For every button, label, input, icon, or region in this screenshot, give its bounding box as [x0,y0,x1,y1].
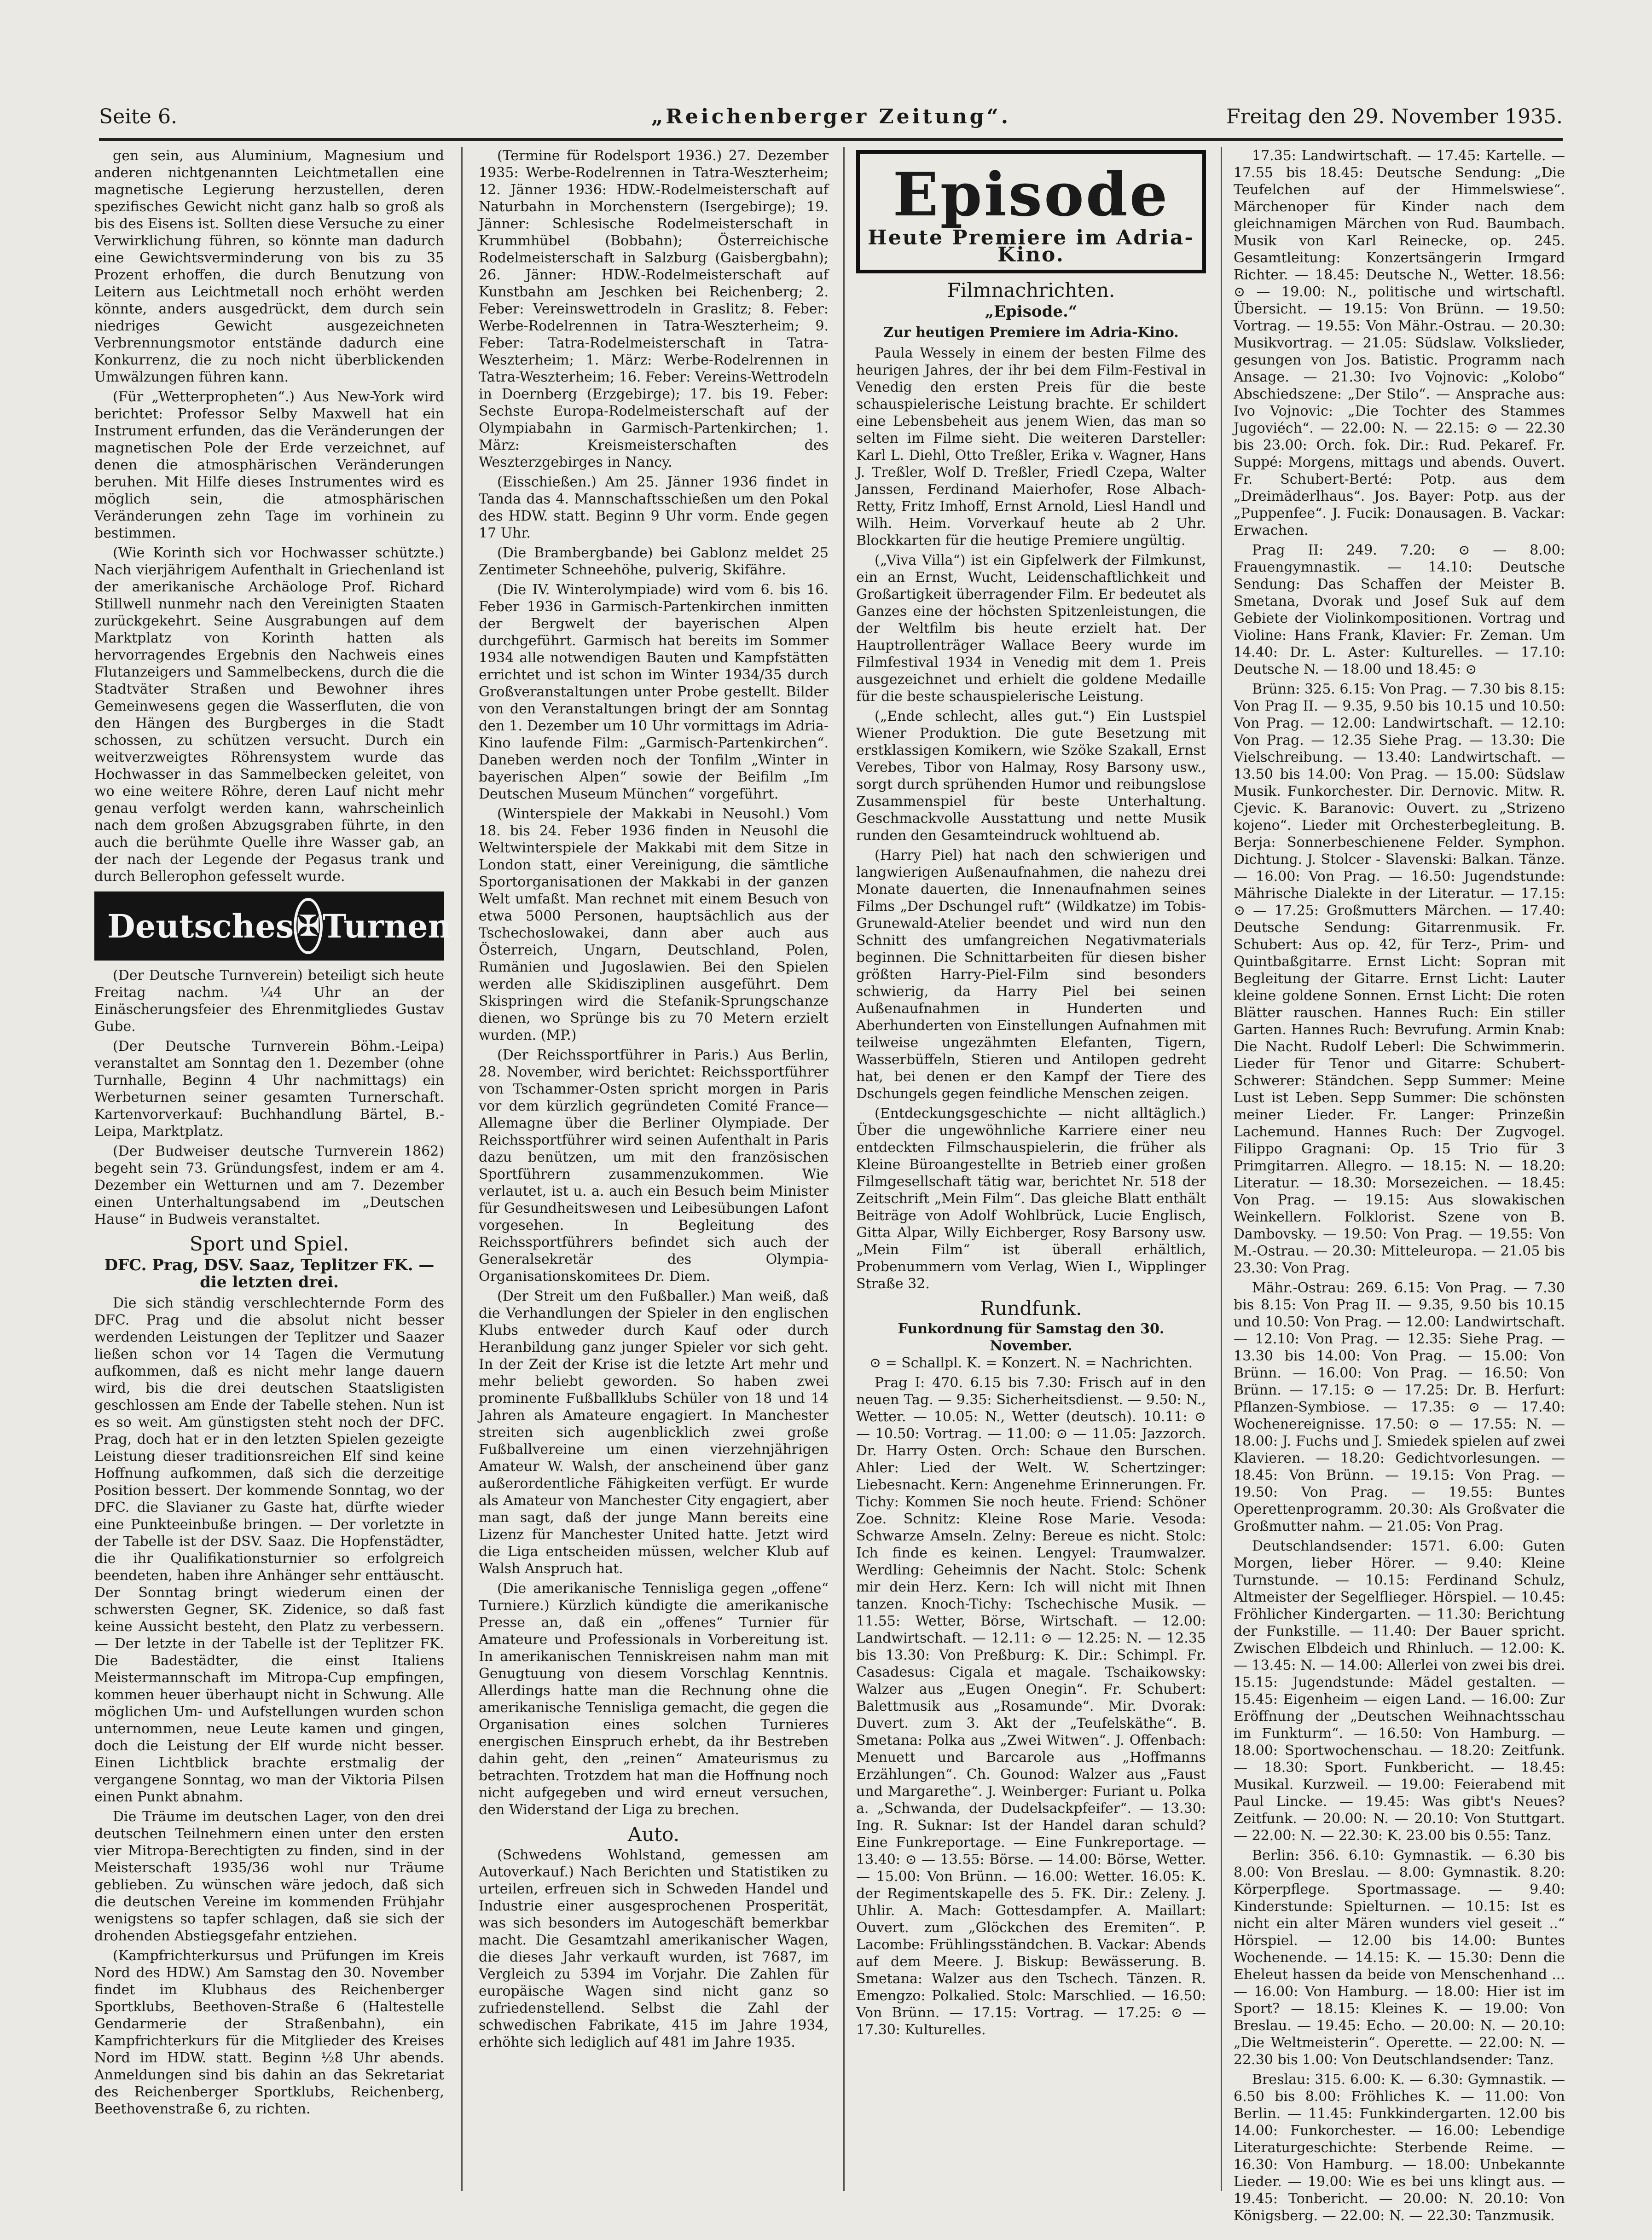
banner-right-text: Turnen [322,907,452,945]
article-text: Die Träume im deutschen Lager, von den drei deutschen Teilnehmern einen unter den ersten vier Mitropa-Berechtigten zu finden, sind in der Meisterschaft 1935/36 wohl nur Träume geblieben. Zu wünschen wäre jedoch, daß sich die deutschen Vereine im kommenden Frühjahr wenigstens so tapfer schlagen, daß sie sich der drohenden Abstiegsgefahr entziehen. [94,1809,444,1944]
episode-advert [856,150,1206,273]
article-text: (Kampfrichterkursus und Prüfungen im Kreis Nord des HDW.) Am Samstag den 30. November findet im Klubhaus des Reichenberger Sportklubs, Beethoven-Straße 6 (Haltestelle Gendarmerie der Straßenbahn), ein Kampfrichterkurs für die Mitglieder des Kreises Nord im HDW. statt. Beginn ½8 Uhr abends. Anmeldungen sind bis dahin an das Sekretariat des Reichenberger Sportklubs, Reichenberg, Beethovenstraße 6, zu richten. [94,1948,444,2117]
article-text: (Entdeckungsgeschichte — nicht alltäglich.) Über die ungewöhnliche Karriere einer neu entdeckten Filmschauspielerin, die früher als Kleine Büroangestellte in Betrieb einer großen Filmgesellschaft tätig war, berichtet Nr. 518 der Zeitschrift „Mein Film“. Das gleiche Blatt enthält Beiträge von Adolf Wohlbrück, Lucie Englisch, Gitta Alpar, Willy Eichberger, Rosy Barsony usw. „Mein Film“ ist überall erhältlich, Probenummern vom Verlag, Wien I., Wipplinger Straße 32. [856,1106,1206,1292]
page-header [99,105,1563,137]
radio-schedule-text: Brünn: 325. 6.15: Von Prag. — 7.30 bis 8.15: Von Prag II. — 9.35, 9.50 bis 10.15 und 10.50: Von Prag. — 12.00: Landwirtschaft. — 12.10: Von Prag. — 12.35 Siehe Prag. — 13.30: Die Vielschreibung. — 13.40: Landwirtschaft. — 13.50 bis 14.00: Von Prag. — 15.00: Südslaw Musik. Funkorchester. Dir. Dernovic. Mitw. R. Cjevic. K. Baranovic: Ouvert. zu „Strizeno kojeno“. Lieder mit Orchesterbegleitung. B. Berja: Sonnerbeschienene Felder. Symphon. Dichtung. J. Stolcer - Slavenski: Balkan. Tänze. — 16.00: Von Prag. — 16.50: Jugendstunde: Mährische Dialekte in der Literatur. — 17.15: ⊙ — 17.25: Großmutters Märchen. — 17.40: Deutsche Sendung: Gitarrenmusik. Fr. Schubert: Aus op. 42, für Terz-, Prim- und Quintbaßgitarre. Ernst Licht: Sopran mit Begleitung der Gitarre. Ernst Licht: Lauter kleine goldene Sonnen. Ernst Licht: Die roten Blätter rauschen. Hannes Ruch: Ein stiller Garten. Hannes Ruch: Bevrufung. Armin Knab: Die Nacht. Rudolf Leberl: Die Schwimmerin. Lieder für Tenor und Gitarre: Schubert-Schwerer: Ständchen. Sepp Summer: Meine Lust ist Leben. Sepp Summer: Die schönsten meiner Lieder. Fr. Langer: Prinzeßin Lachemund. Hannes Ruch: Der Zugvogel. Filippo Gragnani: Op. 15 Trio für 3 Primgitarren. Allegro. — 18.15: N. — 18.20: Literatur. — 18.30: Morsezeichen. — 18.45: Von Prag. — 19.15: Aus slowakischen Weinkellern. Folklorist. Szene von B. Dambovsky. — 19.50: Von Prag. — 19.55: Von M.-Ostrau. — 20.30: Mitteleuropa. — 21.05 bis 23.30: Von Prag. [1234,681,1565,1276]
article-text: („Ende schlecht, alles gut.“) Ein Lustspiel Wiener Produktion. Die gute Besetzung mit erstklassigen Komikern, wie Szöke Szakall, Ernst Verebes, Tibor von Halmay, Rosy Barsony usw., sorgt durch sprühenden Humor und reibungslose Zusammenspiel für beste Unterhaltung. Geschmackvolle Ausstattung und nette Musik runden den Gesamteindruck wohltuend ab. [856,708,1206,844]
article-text: Die sich ständig verschlechternde Form des DFC. Prag und die absolut nicht besser werdenden Leistungen der Teplitzer und Saazer ließen schon vor 14 Tagen die Vermutung aufkommen, daß es nicht mehr lange dauern wird, bis die drei deutschen Staatsligisten geschlossen am Ende der Tabelle stehen. Nun ist es so weit. Am günstigsten steht noch der DFC. Prag, doch hat er in den letzten Spielen gezeigte Leistung dieser traditionsreichen Elf sind keine Hoffnung aufkommen, daß sich die derzeitige Position bessert. Der kommende Sonntag, wo der DFC. die Slavianer zu Gaste hat, dürfte wieder eine Punkteeinbuße bringen. — Der vorletzte in der Tabelle ist der DSV. Saaz. Die Hopfenstädter, die ihr Qualifikationsturnier so erfolgreich beendeten, haben ihre Anhänger sehr enttäuscht. Der Sonntag bringt wiederum einen der schwersten Gegner, SK. Zidenice, so daß fast keine Aussicht besteht, den Platz zu verbessern. — Der letzte in der Tabelle ist der Teplitzer FK. Die Badestädter, die einst Italiens Meistermannschaft im Mitropa-Cup empfingen, kommen heuer überhaupt nicht in Schwung. Alle möglichen Um- und Aufstellungen wurden schon unternommen, neue Leute kamen und gingen, doch die Leistung der Elf wurde nicht besser. Einen Lichtblick brachte erstmalig der vergangene Sonntag, wo man der Viktoria Pilsen einen Punkt abnahm. [94,1295,444,1805]
radio-schedule-heading: Funkordnung für Samstag den 30. November. [898,1321,1165,1354]
article-heading: DFC. Prag, DSV. Saaz, Teplitzer FK. — die letzten drei. [104,1256,435,1291]
column-4 [1234,147,1565,2224]
issue-date: Freitag den 29. November 1935. [1226,105,1563,128]
radio-schedule-text: Berlin: 356. 6.10: Gymnastik. — 6.30 bis 8.00: Von Breslau. — 8.00: Gymnastik. 8.20: Körperpflege. Sportmassage. — 9.40: Kinderstunde: Spielturnen. — 10.15: Ist es nicht ein alter Mären wunders viel geseit ..“ Hörspiel. — 12.00 bis 14.00: Buntes Wochenende. — 14.15: K. — 15.30: Denn die Eheleut hassen da beide von Menschenhand ... — 16.00: Von Hamburg. — 18.00: Hier ist im Sport? — 18.15: Kleines K. — 19.00: Von Breslau. — 19.45: Echo. — 20.00: N. — 20.10: „Die Weltmeisterin“. Operette. — 22.00: N. — 22.30 bis 1.00: Von Deutschlandsender: Tanz. [1234,1847,1565,2068]
column-3 [856,147,1206,2195]
article-heading: „Episode.“ [985,302,1078,321]
article-text: gen sein, aus Aluminium, Magnesium und anderen nichtgenannten Leichtmetallen eine magnetische Legierung herzustellen, deren spezifisches Gewicht nicht ganz halb so groß als bis des Eisens ist. Sollten diese Versuche zu einer Verwirklichung führen, so könnte man dadurch eine Gewichtsverminderung von bis zu 35 Prozent erhoffen, die durch Benutzung von Leitern aus Leichtmetall noch erhöht werden könnte, anders ausgedrückt, dem durch sein niedriges Gewicht ausgezeichneten Verbrennungsmotor entstände dadurch eine Konkurrenz, die zu noch nicht überblickenden Umwälzungen führen kann. [94,148,444,385]
article-text: Paula Wessely in einem der besten Filme des heurigen Jahres, der ihr bei dem Film-Festival in Venedig den ersten Preis für die beste schauspielerische Leistung brachte. Er schildert eine Lebensbeheit aus jenem Wien, das man so selten im Filme sieht. Die weiteren Darsteller: Karl L. Diehl, Otto Treßler, Erika v. Wagner, Hans J. Treßler, Wolf D. Treßler, Friedl Czepa, Walter Janssen, Ferdinand Maierhofer, Rose Albach-Retty, Fritz Imhoff, Ernst Arnold, Liesl Handl und Wilh. Heim. Vorverkauf heute ab 2 Uhr. Blockkarten für die heutige Premiere ungültig. [856,345,1206,549]
article-subheading: Zur heutigen Premiere im Adria-Kino. [883,324,1179,341]
turner-emblem-icon: ✠ [294,898,322,954]
article-text: (Der Reichssportführer in Paris.) Aus Berlin, 28. November, wird berichtet: Reichssportführer von Tschammer-Osten spricht morgen in Paris vor dem kürzlich gegründeten Comité France—Allemagne über die Berliner Olympiade. Der Reichssportführer wird seinen Aufenthalt in Paris dazu benützen, um mit den französischen Sportführern zusammenzukommen. Wie verlautet, ist u. a. auch ein Besuch beim Minister für Gesundheitswesen und Leibesübungen Lafont vorgesehen. In Begleitung des Reichssportführers befindet sich auch der Generalsekretär des Olympia-Organisationskomitees Dr. Diem. [479,1047,829,1285]
radio-schedule-text: Deutschlandsender: 1571. 6.00: Guten Morgen, lieber Hörer. — 9.40: Kleine Turnstunde. — 10.15: Ferdinand Schulz, Altmeister der Segelflieger. Hörspiel. — 10.45: Fröhlicher Kindergarten. — 11.30: Berichtung der Funkstille. — 11.40: Der Bauer spricht. Zwischen Elbdeich und Rhinluch. — 12.00: K. — 13.45: N. — 14.00: Allerlei von zwei bis drei. 15.15: Jugendstunde: Mädel gestalten. — 15.45: Eigenheim — eigen Land. — 16.00: Zur Eröffnung der „Deutschen Weihnachtsschau im Funkturm“. — 16.50: Von Hamburg. — 18.00: Sportwochenschau. — 18.20: Zeitfunk. — 18.30: Sport. Funkbericht. — 18.45: Musikal. Kurzweil. — 19.00: Feierabend mit Paul Lincke. — 19.45: Was gibt's Neues? Zeitfunk. — 20.00: N. — 20.10: Von Stuttgart. — 22.00: N. — 22.30: K. 23.00 bis 0.55: Tanz. [1234,1538,1565,1844]
column-divider [461,147,463,2191]
turnen-banner [94,891,452,961]
article-text: (Der Deutsche Turnverein) beteiligt sich heute Freitag nachm. ¼4 Uhr an der Einäscherungsfeier des Ehrenmitgliedes Gustav Gube. [94,967,444,1035]
article-text: (Die amerikanische Tennisliga gegen „offene“ Turniere.) Kürzlich kündigte die amerikanische Presse an, daß ein „offenes“ Turnier für Amateure und Professionals in Vorbereitung ist. In amerikanischen Tenniskreisen nahm man mit Genugtuung von diesem Vorschlag Kenntnis. Allerdings hatte man die Rechnung ohne die amerikanische Tennisliga gemacht, die gegen die Organisation eines solchen Turnieres energischen Einspruch erhebt, da ihr Bestreben dahin geht, den „reinen“ Amateurismus zu betrachten. Trotzdem hat man die Hoffnung noch nicht aufgegeben und wird erneut versuchen, den Widerstand der Liga zu brechen. [479,1580,829,1818]
article-text: (Wie Korinth sich vor Hochwasser schützte.) Nach vierjährigem Aufenthalt in Griechenland ist der amerikanische Archäologe Prof. Richard Stillwell nunmehr nach den Vereinigten Staaten zurückgekehrt. Seine Ausgrabungen auf dem Marktplatz von Korinth hatten als hervorragendes Ergebnis den Nachweis eines Flutanzeigers und Sammelbeckens, durch die die Stadtväter Straßen und Bewohner ihres Gemeinwesens gegen die Wasserfluten, die von den Hängen des Burgberges in die Stadt schossen, zu schützen versucht. Durch ein weitverzweigtes Röhrensystem wurde das Hochwasser in das Sammelbecken geleitet, von wo eine weitere Röhre, deren Lauf nicht mehr genau verfolgt werden kann, wahrscheinlich nach dem großen Abzugsgraben führte, in den auch die berühmte Quelle ihre Wasser gab, an der nach der Legende der Pegasus trank und durch Bellerophon gefesselt wurde. [94,545,444,885]
article-text: (Schwedens Wohlstand, gemessen am Autoverkauf.) Nach Berichten und Statistiken zu urteilen, erfreuen sich in Schweden Handel und Industrie einer ausgesprochenen Prosperität, was sich besonders im Autogeschäft bemerkbar macht. Die Gesamtzahl amerikanischer Wagen, die dieses Jahr verkauft wurden, ist 7687, im Vergleich zu 5394 im Vorjahr. Die Zahlen für europäische Wagen sind nicht ganz so zufriedenstellend. Selbst die Zahl der schwedischen Fabrikate, 415 im Jahre 1934, erhöhte sich lediglich auf 481 im Jahre 1935. [479,1847,829,2050]
article-text: (Die Brambergbande) bei Gablonz meldet 25 Zentimeter Schneehöhe, pulverig, Skifähre. [479,545,829,578]
advert-title: Episode [893,159,1170,230]
column-1 [94,147,452,2195]
column-divider [843,147,845,2191]
article-text: (Der Deutsche Turnverein Böhm.-Leipa) veranstaltet am Sonntag den 1. Dezember (ohne Turnhalle, Beginn 4 Uhr nachmittags) ein Werbeturnen seiner gesamten Turnerschaft. Kartenvorverkauf: Buchhandlung Bärtel, B.-Leipa, Marktplatz. [94,1038,444,1140]
column-divider [1221,147,1222,2191]
radio-schedule-text: Prag II: 249. 7.20: ⊙ — 8.00: Frauengymnastik. — 14.10: Deutsche Sendung: Das Schaffen der Meister B. Smetana, Dvorak und Josef Suk auf dem Gebiete der Violinkompositionen. Vortrag und Violine: Hans Frank, Klavier: Fr. Zeman. Um 14.40: Dr. L. Aster: Kulturelles. — 17.10: Deutsche N. — 18.00 und 18.45: ⊙ [1234,542,1565,677]
radio-schedule-text: Breslau: 315. 6.00: K. — 6.30: Gymnastik. — 6.50 bis 8.00: Fröhliches K. — 11.00: Von Berlin. — 11.45: Funkkindergarten. 12.00 bis 14.00: Funkorchester. — 16.00: Lebendige Literaturgeschichte: Sterbende Reime. — 16.30: Von Hamburg. — 18.00: Unbekannte Lieder. — 19.00: Wie es bei uns klingt aus. — 19.45: Tonbericht. — 20.00: N. 20.10: Von Königsberg. — 22.00: N. — 22.30: Tanzmusik. [1234,2072,1565,2224]
newspaper-title: „Reichenberger Zeitung“. [651,105,1011,128]
page-number: Seite 6. [99,105,177,128]
advert-subtitle: Heute Premiere im Adria-Kino. [868,226,1194,266]
radio-schedule-text: 17.35: Landwirtschaft. — 17.45: Kartelle. — 17.55 bis 18.45: Deutsche Sendung: „Die Teufelchen auf der Himmelswiese“. Märchenoper für Kinder nach dem gleichnamigen Märchen von Rud. Baumbach. Musik von Karl Reinecke, op. 245. Gesamtleitung: Konzertsängerin Irmgard Richter. — 18.45: Deutsche N., Wetter. 18.56: ⊙ — 19.00: N., politische und wirtschaftl. Übersicht. — 19.15: Von Brünn. — 19.50: Vortrag. — 19.55: Von Mähr.-Ostrau. — 20.30: Musikvortrag. — 21.05: Südslaw. Volkslieder, gesungen von Jos. Batistic. Programm nach Ansage. — 21.30: Ivo Vojnovic: „Kolobo“ Abschiedszene: „Der Stilo“. — Ansprache aus: Ivo Vojnovic: „Die Tochter des Stammes Jugoviéch“. — 22.00: N. — 22.15: ⊙ — 22.30 bis 23.00: Orch. fok. Dir.: Rud. Pekaref. Fr. Suppé: Morgens, mittags und abends. Ouvert. Fr. Schubert-Berté: Potp. aus dem „Dreimäderlhaus“. Jos. Bayer: Potp. aus der „Puppenfee“. J. Fucik: Donausagen. B. Vackar: Erwachen. [1234,148,1565,538]
column-2 [479,147,829,2195]
section-heading: Auto. [627,1823,680,1846]
article-text: („Viva Villa“) ist ein Gipfelwerk der Filmkunst, ein an Ernst, Wucht, Leidenschaftlichkeit und Großartigkeit überragender Film. Er bedeutet als Ganzes eine der höchsten Spitzenleistungen, die der Weltfilm bis heute erzielt hat. Der Hauptrollenträger Wallace Beery wurde im Filmfestival 1934 in Venedig mit dem 1. Preis ausgezeichnet und erhielt die goldene Medaille für die beste schauspielerische Leistung. [856,552,1206,705]
article-text: (Die IV. Winterolympiade) wird vom 6. bis 16. Feber 1936 in Garmisch-Partenkirchen inmitten der Bergwelt der bayerischen Alpen durchgeführt. Garmisch hat bereits im Sommer 1934 alle notwendigen Bauten und Kampfstätten errichtet und ist schon im Winter 1934/35 durch Großveranstaltungen unter Probe gestellt. Bilder von den Veranstaltungen bringt der am Sonntag den 1. Dezember um 10 Uhr vormittags im Adria-Kino laufende Film: „Garmisch-Partenkirchen“. Daneben werden noch der Tonfilm „Winter in bayerischen Alpen“ sowie der Beifilm „Im Deutschen Museum München“ vorgeführt. [479,582,829,802]
radio-schedule-text: Mähr.-Ostrau: 269. 6.15: Von Prag. — 7.30 bis 8.15: Von Prag II. — 9.35, 9.50 bis 10.15 und 10.50: Von Prag. — 12.00: Landwirtschaft. — 12.10: Von Prag. — 12.35: Siehe Prag. — 13.30 bis 14.00: Von Prag. — 15.00: Von Brünn. — 16.00: Von Prag. — 16.50: Von Brünn. — 17.15: ⊙ — 17.25: Dr. B. Herfurt: Pflanzen-Symbiose. — 17.35: ⊙ — 17.40: Wochenereignisse. 17.50: ⊙ — 17.55: N. — 18.00: J. Fuchs und J. Smiedek spielen auf zwei Klavieren. — 18.20: Gedichtvorlesungen. — 18.45: Von Brünn. — 19.15: Von Prag. — 19.50: Von Prag. — 19.55: Buntes Operettenprogramm. 20.30: Als Großvater die Großmutter nahm. — 21.05: Von Prag. [1234,1280,1565,1534]
article-text: (Harry Piel) hat nach den schwierigen und langwierigen Außenaufnahmen, die nahezu drei Monate dauerten, die Innenaufnahmen seines Films „Der Dschungel ruft“ (Wildkatze) im Tobis-Grunewald-Atelier beendet und wird nun den Schnitt des umfangreichen Negativmaterials beginnen. Die Schnittarbeiten für diesen bisher größten Harry-Piel-Film sind besonders schwierig, da Harry Piel bei seinen Außenaufnahmen in Hunderten und Aberhunderten von Einstellungen Aufnahmen mit teilweise ungezähmten Elefanten, Tigern, Wasserbüffeln, Stieren und Antilopen gedreht hat, bei denen er den Kampf der Tiere des Dschungels gegen feindliche Menschen zeigen. [856,847,1206,1102]
section-heading: Filmnachrichten. [947,279,1115,301]
section-heading: Rundfunk. [980,1297,1082,1320]
banner-left-text: Deutsches [107,907,294,945]
article-text: (Eisschießen.) Am 25. Jänner 1936 findet in Tanda das 4. Mannschaftsschießen um den Pokal des HDW. statt. Beginn 9 Uhr vorm. Ende gegen 17 Uhr. [479,474,829,541]
article-text: (Der Budweiser deutsche Turnverein 1862) begeht sein 73. Gründungsfest, indem er am 4. Dezember ein Wetturnen und am 7. Dezember einen Unterhaltungsabend im „Deutschen Hause“ in Budweis veranstaltet. [94,1143,444,1227]
article-text: (Termine für Rodelsport 1936.) 27. Dezember 1935: Werbe-Rodelrennen in Tatra-Weszterheim; 12. Jänner 1936: HDW.-Rodelmeisterschaft auf Naturbahn in Morchenstern (Isergebirge); 19. Jänner: Schlesische Rodelmeisterschaft in Krummhübel (Bobbahn); Österreichische Rodelmeisterschaft in Salzburg (Gaisbergbahn); 26. Jänner: HDW.-Rodelmeisterschaft auf Kunstbahn am Jeschken bei Reichenberg; 2. Feber: Vereinswettrodeln in Graslitz; 8. Feber: Werbe-Rodelrennen in Tatra-Weszterheim; 9. Feber: Tatra-Rodelmeisterschaft in Tatra-Weszterheim; 1. März: Werbe-Rodelrennen in Tatra-Weszterheim; 16. Feber: Vereins-Wettrodeln in Doernberg (Erzgebirge); 17. bis 19. Feber: Sechste Europa-Rodelmeisterschaft auf der Olympiabahn in Garmisch-Partenkirchen; 1. März: Kreismeisterschaften des Weszterzgebirges in Nancy. [479,148,829,470]
radio-legend: ⊙ = Schallpl. K. = Konzert. N. = Nachrichten. [869,1355,1193,1371]
article-text: (Winterspiele der Makkabi in Neusohl.) Vom 18. bis 24. Feber 1936 finden in Neusohl die Weltwinterspiele der Makkabi mit dem Sitze in London statt, einer Vereinigung, die sämtliche Sportorganisationen der Makkabi in der ganzen Welt umfaßt. Man rechnet mit einem Besuch von etwa 5000 Personen, hauptsächlich aus der Tschechoslowakei, dann aber auch aus Österreich, Ungarn, Deutschland, Polen, Rumänien und Jugoslawien. Bei den Spielen werden alle Skidisziplinen ausgeführt. Dem Skispringen wird die Stefanik-Sprungschanze dienen, wo Sprünge bis zu 70 Metern erzielt wurden. (MP.) [479,806,829,1043]
article-text: (Für „Wetterpropheten“.) Aus New-York wird berichtet: Professor Selby Maxwell hat ein Instrument erfunden, das die Veränderungen der magnetischen Pole der Erde verzeichnet, auf denen die atmosphärischen Veränderungen beruhen. Mit Hilfe dieses Instrumentes wird es möglich sein, die atmosphärischen Veränderungen zehn Tage im vorhinein zu bestimmen. [94,389,444,541]
header-rule [99,138,1563,141]
article-text: (Der Streit um den Fußballer.) Man weiß, daß die Verhandlungen der Spieler in den englischen Klubs entweder durch Kauf oder durch Heranbildung ganz junger Spieler vor sich geht. In der Zeit der Krise ist die letzte Art mehr und mehr beliebt geworden. So haben zwei prominente Fußballklubs Schüler von 18 und 14 Jahren als Amateure engagiert. In Manchester streiten sich augenblicklich zwei große Fußballvereine um einen vierzehnjährigen Amateur W. Walsh, der anscheinend über ganz außerordentliche Fähigkeiten verfügt. Er wurde als Amateur von Manchester City engagiert, aber man sagt, daß der junge Mann bereits eine Lizenz für Manchester United hatte. Jetzt wird die Liga entscheiden müssen, welcher Klub auf Walsh Anspruch hat. [479,1288,829,1577]
section-heading: Sport und Spiel. [189,1233,349,1255]
radio-schedule-text: Prag I: 470. 6.15 bis 7.30: Frisch auf in den neuen Tag. — 9.35: Sicherheitsdienst. — 9.50: N., Wetter. — 10.05: N., Wetter (deutsch). 10.11: ⊙ — 10.50: Vortrag. — 11.00: ⊙ — 11.05: Jazzorch. Dr. Harry Osten. Orch: Schaue den Burschen. Ahler: Lied der Welt. W. Schertzinger: Liebesnacht. Kern: Angenehme Erinnerungen. Fr. Tichy: Kommen Sie noch heute. Friend: Schöner Zoe. Schnitz: Kleine Rose Marie. Vesoda: Schwarze Amseln. Zelny: Bereue es nicht. Stolc: Ich finde es keinen. Lengyel: Traumwalzer. Werdling: Geheimnis der Nacht. Stolc: Schenk mir dein Herz. Kern: Ich will nicht mit Ihnen tanzen. Knoch-Tichy: Tschechische Musik. — 11.55: Wetter, Börse, Wirtschaft. — 12.00: Landwirtschaft. — 12.11: ⊙ — 12.25: N. — 12.35 bis 13.30: Von Preßburg: K. Dir.: Schimpl. Fr. Casadesus: Cigala et magale. Tschaikowsky: Walzer aus „Eugen Onegin“. Fr. Schubert: Balettmusik aus „Rosamunde“. Mir. Dvorak: Duvert. zum 3. Akt der „Teufelskäthe“. B. Smetana: Polka aus „Zwei Witwen“. J. Offenbach: Menuett und Barcarole aus „Hoffmanns Erzählungen“. Ch. Gounod: Walzer aus „Faust und Margarethe“. J. Weinberger: Furiant u. Polka a. „Schwanda, der Dudelsackpfeifer“. — 13.30: Ing. R. Suknar: Ist der Handel daran schuld? Eine Funkreportage. — Eine Funkreportage. — 13.40: ⊙ — 13.55: Börse. — 14.00: Börse, Wetter. — 15.00: Von Brünn. — 16.00: Wetter. 16.05: K. der Regimentskapelle des 5. FK. Dir.: Zeleny. J. Uhlir. A. Mach: Gottesdampfer. A. Maillart: Ouvert. zum „Glöckchen des Eremiten“. P. Lacombe: Frühlingsständchen. B. Vackar: Abends auf dem Meere. J. Biskup: Bewässerung. B. Smetana: Walzer aus den Tschech. Tänzen. R. Emengzo: Polkalied. Stolc: Marschlied. — 16.50: Von Brünn. — 17.15: Vortrag. — 17.25: ⊙ — 17.30: Kulturelles. [856,1375,1206,2038]
